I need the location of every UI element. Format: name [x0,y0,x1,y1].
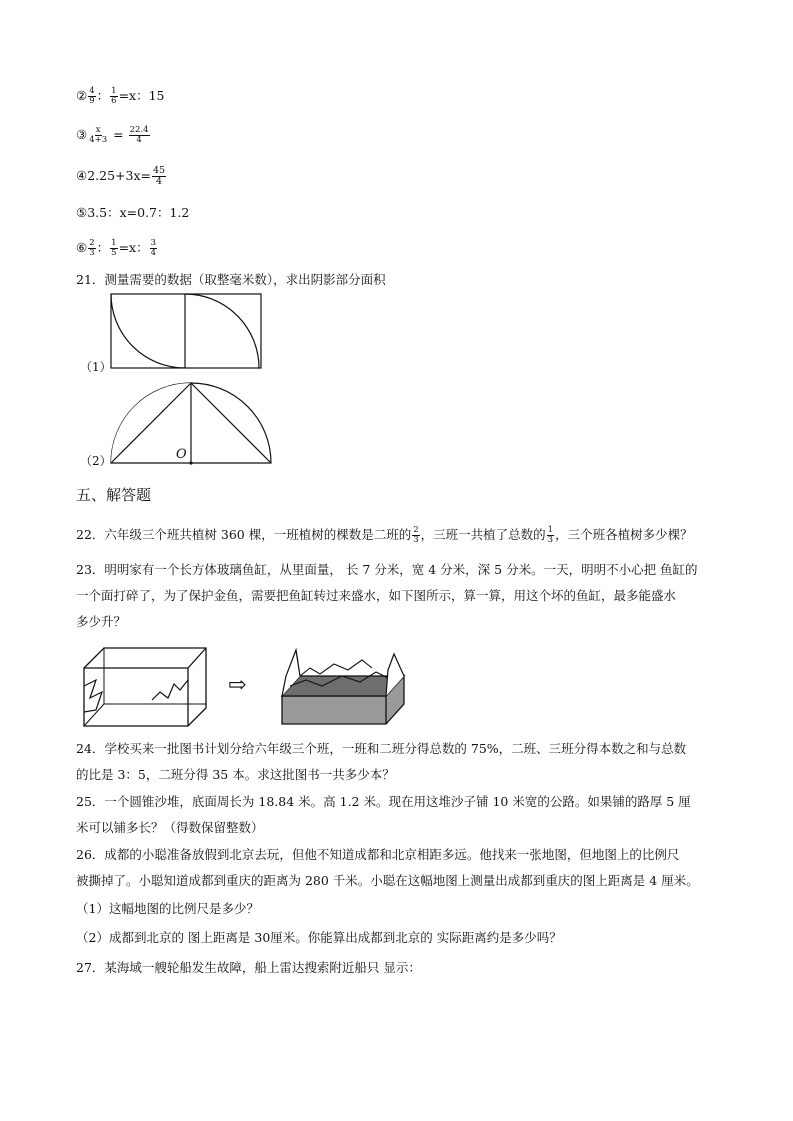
equation-5: ⑤3.5：x=0.7：1.2 [76,205,190,220]
rotated-tank-figure [276,646,412,728]
arrow-icon: ⇨ [228,673,247,698]
figure-1-label: （1） [80,360,112,374]
question-26-sub-2: （2）成都到北京的 图上距离是 30厘米。你能算出成都到北京的 实际距离约是多少吗？ [76,930,562,945]
question-26-line-1: 26．成都的小聪准备放假到北京去玩，但他不知道成都和北京相距多远。他找来一张地图，但地图上的比例尺 [76,847,680,862]
question-26-line-2: 被撕掉了。小聪知道成都到重庆的距离为 280 千米。小聪在这幅地图上测量出成都到重庆的图上距离是 4 厘米。 [76,873,699,888]
question-21: 21．测量需要的数据（取整毫米数），求出阴影部分面积 [76,272,386,287]
question-24-line-2: 的比是 3：5，二班分得 35 本。求这批图书一共多少本？ [76,767,395,782]
question-24-line-1: 24．学校买来一批图书计划分给六年级三个班，一班和二班分得总数的 75%，二班、三班分得本数之和与总数 [76,741,687,756]
center-o-label: O [176,447,187,462]
figure-1-rectangle-quarter-circles [110,293,262,369]
equation-6: ⑥ $\frac{2}{3}$ ： $\frac{1}{5}$ =x： $\frac{3}{4}$ [76,238,157,258]
question-23-line-3: 多少升？ [76,614,127,629]
question-22: 22．六年级三个班共植树 360 棵，一班植树的棵数是二班的 $\frac{2}{3}$ ，三班一共植了总数的 $\frac{1}{3}$ ，三个班各植树多少棵？ [76,525,693,545]
question-26-sub-1: （1）这幅地图的比例尺是多少？ [76,901,259,916]
equation-2: ② $\frac{4}{9}$ ： $\frac{1}{6}$ =x：15 [76,86,165,106]
equation-4: ④2.25+3x= $\frac{45}{4}$ [76,165,166,187]
figure-2-semicircle-triangle [108,380,274,466]
question-23-line-2: 一个面打碎了，为了保护金鱼，需要把鱼缸转过来盛水，如下图所示，算一算，用这个坏的鱼缸，最多能盛水 [76,588,677,603]
figure-2-label: （2） [80,454,112,468]
equation-3: ③ $\frac{x}{4+3}$ = $\frac{22.4}{4}$ [76,125,149,145]
question-23-line-1: 23．明明家有一个长方体玻璃鱼缸，从里面量， 长 7 分米，宽 4 分米，深 5 分米。一天，明明不小心把 鱼缸的 [76,562,698,577]
question-25-line-2: 米可以铺多长？（得数保留整数） [76,820,264,835]
question-25-line-1: 25．一个圆锥沙堆，底面周长为 18.84 米。高 1.2 米。现在用这堆沙子铺 10 米宽的公路。如果铺的路厚 5 厘 [76,794,691,809]
broken-tank-figure [82,646,212,728]
question-27: 27．某海域一艘轮船发生故障，船上雷达搜索附近船只 显示： [76,960,421,975]
section-title: 五、解答题 [76,486,152,504]
